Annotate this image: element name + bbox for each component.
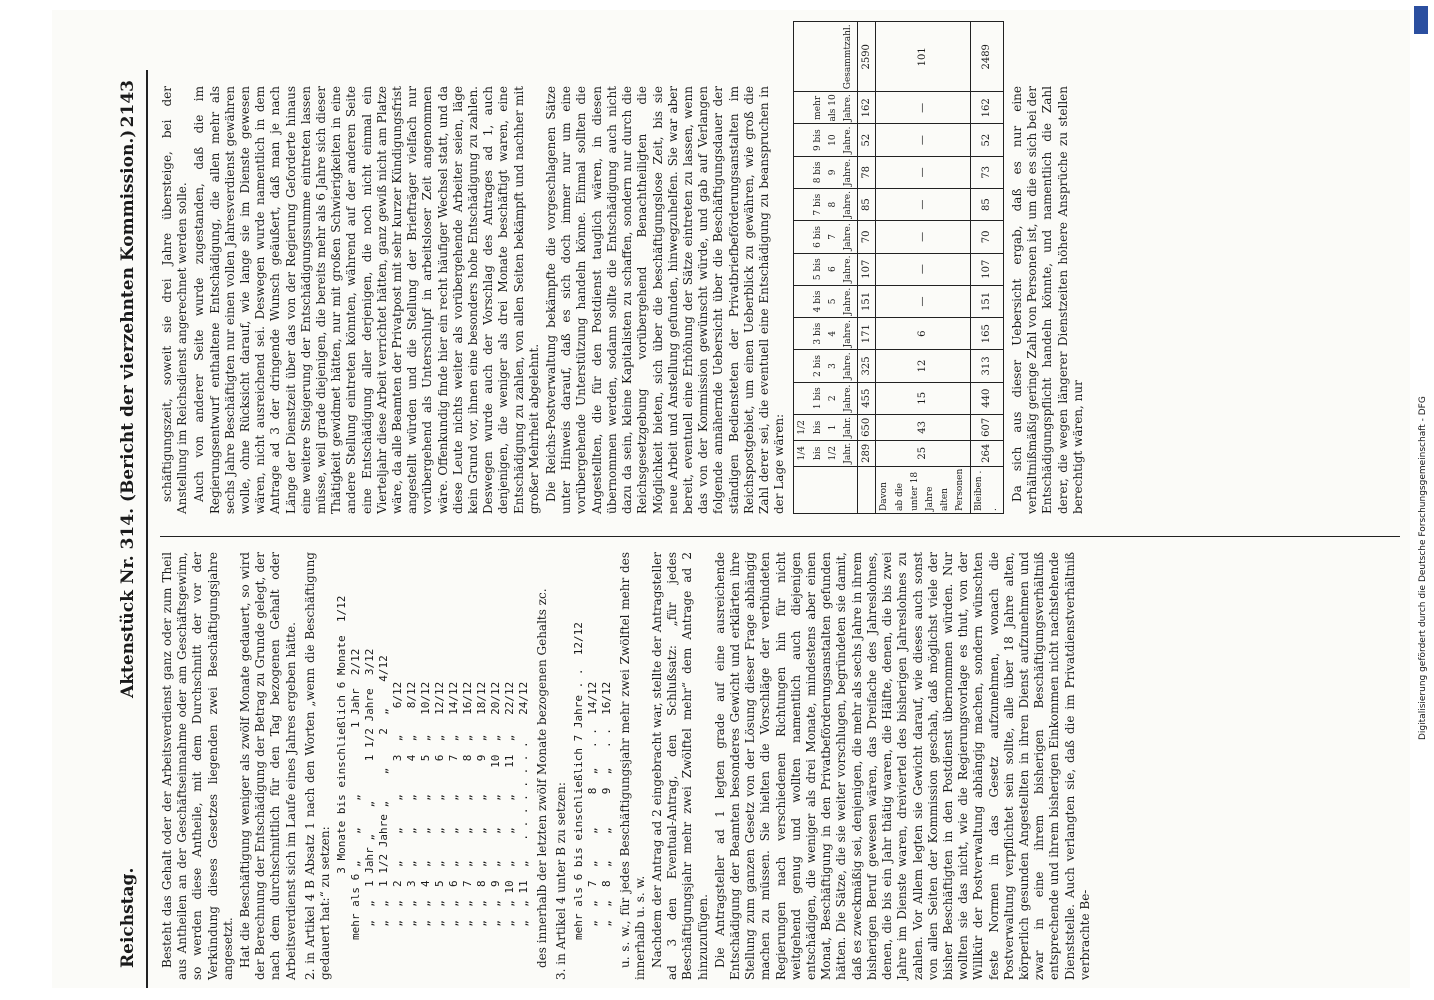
table-cell: 6 <box>876 318 970 350</box>
table-cell: 107 <box>858 253 876 285</box>
list-row: „ „ 9 „ „ „ 10 „ 20/12 <box>489 681 503 940</box>
column-divider <box>160 536 1400 537</box>
table-cell: 78 <box>858 156 876 188</box>
list-row: mehr als 6 „ „ „ 1 Jahr 2/12 <box>349 648 363 940</box>
list-row: „ „ 7 „ „ „ 8 „ 16/12 <box>461 681 475 940</box>
table-cell: 2489 <box>970 22 1003 92</box>
list-row: „ „ 5 „ „ „ 6 „ 12/12 <box>433 681 447 940</box>
scanned-page <box>52 10 1410 988</box>
table-cell: 650 <box>858 414 876 440</box>
digitization-credit <box>1418 40 1430 740</box>
rate-list-2 <box>335 552 531 940</box>
paragraph: Die Reichs-Postverwaltung bekämpfte die vorgeschlagenen Sätze unter Hinweis darauf, daß es sich doch immer nur um eine vorübergehende Unterstützung handeln könne. Einmal sollten die Angestellten, die für den Postdienst tauglich wären, in diesen übernommen werden, sodann sollte die Entschädigung auch nicht dazu da sein, kleine Kapitalisten zu schaffen, sondern nur durch die Reichsgesetzgebung vorübergehend Benachtheiligten die Möglichkeit bieten, sich über die beschäftigungslose Zeit, bis sie neue Arbeit und Anstellung gefunden, hinwegzuhelfen. Sie war aber bereit, eventuell eine Erhöhung der Sätze eintreten zu lassen, wenn das von der Kommission gewünscht würde, und gab auf Verlangen folgende annähernde Uebersicht über die Beschäftigungsdauer der ständigen Bediensteten der Privatbriefbeförderungsanstalten im Reichspostgebiet, um einen Ueberblick zu gewähren, wie groß die Zahl derer sei, die eventuell eine Entschädigung zu beanspruchen in der Lage wären: <box>544 86 787 514</box>
table-header-cell: 1 bis 2 Jahre. <box>794 382 858 414</box>
paragraph: u. s. w., für jedes Beschäftigungsjahr mehr zwei Zwölftel mehr des innerhalb u. s. w. <box>617 552 647 980</box>
table-cell <box>858 466 876 513</box>
paragraph: Nachdem der Antrag ad 2 eingebracht war, stellte der Antragsteller ad 3 den Eventual-Antrag, den Schlußsatz: „für jedes Beschäftigungsjahr mehr zwei Zwölftel mehr“ dem Antrage ad 2 hinzuzufügen. <box>650 552 710 980</box>
table-cell: — <box>876 92 970 124</box>
paragraph: Hat die Beschäftigung weniger als zwölf Monate gedauert, so wird der Berechnung der Entschädigung der Betrag zu Grunde gelegt, der nach dem durchschnittlich für den Tag bezogenen Gehalt oder Arbeitsverdienst sich im Laufe eines Jahres ergeben hätte. <box>238 552 298 980</box>
table-header-cell: 7 bis 8 Jahre. <box>794 189 858 221</box>
table-row <box>858 22 876 514</box>
list-row: „ „ 8 „ „ 9 „ . . 16/12 <box>599 681 613 940</box>
table-cell: Davon ab die unter 18 Jahre alten Personen <box>876 466 970 513</box>
list-row: 3 Monate bis einschließlich 6 Monate 1/12 <box>335 595 349 940</box>
table-cell: 2590 <box>858 22 876 92</box>
table-cell: 171 <box>858 318 876 350</box>
table-header-cell: 2 bis 3 Jahre. <box>794 350 858 382</box>
table-cell: 85 <box>858 189 876 221</box>
table-header-cell: 9 bis 10 Jahre. <box>794 124 858 156</box>
table-header-cell <box>794 466 858 513</box>
table-cell: 325 <box>858 350 876 382</box>
page-header <box>112 70 148 988</box>
left-column <box>160 552 1400 980</box>
paragraph: schäftigungszeit, soweit sie drei Jahre übersteige, bei der Anstellung im Reichsdienst angerechnet werden solle. <box>160 86 190 514</box>
table-header-cell: 8 bis 9 Jahre. <box>794 156 858 188</box>
header-title: Aktenstück Nr. 314. (Bericht der vierzehnten Kommission.) <box>118 129 138 698</box>
table-header-row <box>794 22 858 514</box>
table-cell: 313 <box>970 350 1003 382</box>
table-cell: — <box>876 189 970 221</box>
list-row: „ „ 8 „ „ „ 9 „ 18/12 <box>475 681 489 940</box>
table-cell: 440 <box>970 382 1003 414</box>
table-cell: 162 <box>858 92 876 124</box>
table-cell: — <box>876 124 970 156</box>
paragraph: Auch von anderer Seite wurde zugestanden, daß die im Regierungsentwurf enthaltene Entschädigung, die allen mehr als sechs Jahre Beschäftigten nur einen vollen Jahresverdienst gewähren wolle, ohne Rücksicht darauf, wie lange sie im Dienste gewesen wären, nicht ausreichend sei. Deswegen wurde namentlich in dem Antrage ad 3 der dringende Wunsch geäußert, daß man je nach Länge der Dienstzeit über das von der Regierung Geforderte hinaus eine weitere Steigerung der Entschädigungssumme eintreten lassen müsse, weil grade diejenigen, die bereits mehr als 6 Jahre sich dieser Thätigkeit gewidmet hätten, nur mit großen Schwierigkeiten in eine andere Stellung eintreten könnten, während auf der anderen Seite eine Entschädigung aller derjenigen, die noch nicht einmal ein Vierteljahr diese Arbeit verrichtet hätten, ganz gewiß nicht am Platze wäre, da alle Beamten der Privatpost mit sehr kurzer Kündigungsfrist angestellt würden und die Stellung der Briefträger vielfach nur vorübergehend als Unterschlupf in arbeitsloser Zeit angenommen wäre. Offenkundig finde hier ein recht häufiger Wechsel statt, und da diese Leute nichts weiter als vorübergehende Arbeiter seien, läge kein Grund vor, ihnen eine besonders hohe Entschädigung zu zahlen. Deswegen wurde auch der Vorschlag des Antrages ad 1, auch denjenigen, die weniger als drei Monate beschäftigt waren, eine Entschädigung zu zahlen, von allen Seiten bekämpft und nachher mit großer Mehrheit abgelehnt. <box>192 86 541 514</box>
table-cell: 52 <box>970 124 1003 156</box>
list-row: „ „ 2 „ „ „ 3 „ 6/12 <box>391 681 405 940</box>
table-cell: 101 <box>876 22 970 92</box>
list-row: „ „ 6 „ „ „ 7 „ 14/12 <box>447 681 461 940</box>
table-cell: 85 <box>970 189 1003 221</box>
table-cell: 151 <box>858 285 876 317</box>
table-cell: — <box>876 221 970 253</box>
header-left: Reichstag. <box>118 867 138 968</box>
employment-duration-table <box>793 21 1004 514</box>
list-row: „ „ 11 „ . . . . . . . . 24/12 <box>517 681 531 940</box>
list-row: „ „ 3 „ „ „ 4 „ 8/12 <box>405 681 419 940</box>
table-cell: 607 <box>970 414 1003 440</box>
rate-list-3 <box>572 552 614 940</box>
paragraph: Besteht das Gehalt oder der Arbeitsverdienst ganz oder zum Theil aus Antheilen an der Geschäftseinnahme oder am Geschäftsgewinn, so werden diese Antheile, mit dem Durchschnitt der vor der Verkündung dieses Gesetzes liegenden zwei Beschäftigungsjahre angesetzt. <box>160 552 235 980</box>
list-row: mehr als 6 bis einschließlich 7 Jahre . . 12/12 <box>571 622 585 940</box>
table-header-cell: 4 bis 5 Jahre. <box>794 285 858 317</box>
list-item-3: 3. in Artikel 4 unter B zu setzen: <box>554 782 569 980</box>
table-cell: 107 <box>970 253 1003 285</box>
table-header-cell: 6 bis 7 Jahre. <box>794 221 858 253</box>
paragraph: Die Antragsteller ad 1 legten grade auf eine ausreichende Entschädigung der Beamten besonderes Gewicht und erklärten ihre Stellung zum ganzen Gesetz von der Lösung dieser Frage abhängig machen zu müssen. Sie hielten die Vorschläge der verbündeten Regierungen nach verschiedenen Richtungen hin für nicht weitgehend genug und wollten namentlich auch diejenigen entschädigen, die weniger als drei Monate, mindestens aber einen Monat, Beschäftigung in den Privatbeförderungsanstalten gefunden hätten. Die Sätze, die sie weiter vorschlugen, begründeten sie damit, daß es zweckmäßig sei, denjenigen, die mehr als sechs Jahre in ihrem bisherigen Beruf gewesen wären, das Dreifache des Jahreslohnes, denen, die bis ein Jahr thätig waren, die Hälfte, denen, die bis zwei Jahre im Dienste waren, dreiviertel des bisherigen Jahreslohnes zu zahlen. Vor Allem legten sie Gewicht darauf, wie dieses auch sonst von allen Seiten der Kommission geschah, daß möglichst viele der bisher Beschäftigten in den Postdienst übernommen würden. Nur wollten sie das nicht, wie die Regierungsvorlage es thut, von der Willkür der Postverwaltung abhängig machen, sondern wünschten feste Normen in das Gesetz aufzunehmen, wonach die Postverwaltung verpflichtet sein sollte, alle über 18 Jahre alten, körperlich gesunden Angestellten in ihren Dienst aufzunehmen und zwar in eine ihrem bisherigen Beschäftigungsverhältniß entsprechende und ihrem bisherigen Einkommen nicht nachstehende Dienststelle. Auch verlangten sie, daß die im Privatdienstverhältniß verbrachte Be- <box>712 552 1092 980</box>
paragraph: des innerhalb der letzten zwölf Monate bezogenen Gehalts zc. <box>535 588 550 968</box>
table-cell: 264 <box>970 440 1003 466</box>
list-row: „ „ 4 „ „ „ 5 „ 10/12 <box>419 681 433 940</box>
right-column <box>160 24 1400 514</box>
table-cell: Bleiben . . <box>970 466 1003 513</box>
page-number: 2143 <box>118 80 138 128</box>
paragraph: Da sich aus dieser Uebersicht ergab, daß es nur eine verhältnißmäßig geringe Zahl von Personen ist, um die es sich bei der Entschädigungspflicht handeln könnte, und namentlich die Zahl derer, die wegen längerer Dienstzeiten höhere Ansprüche zu stellen berechtigt wären, nur <box>1009 86 1085 514</box>
table-header-cell: 3 bis 4 Jahre. <box>794 318 858 350</box>
table-header-cell: mehr als 10 Jahre. <box>794 92 858 124</box>
table-header-cell: 1/2 bis 1 Jahr. <box>794 414 858 440</box>
table-header-cell: Gesammtzahl. <box>794 22 858 92</box>
table-cell: — <box>876 156 970 188</box>
table-cell: 43 <box>876 414 970 440</box>
table-header-cell: 5 bis 6 Jahre. <box>794 253 858 285</box>
credit-text: Digitalisierung gefördert durch die Deutsche Forschungsgemeinschaft - DFG <box>1418 396 1428 740</box>
table-cell: 25 <box>876 440 970 466</box>
table-cell: 455 <box>858 382 876 414</box>
table-cell: 70 <box>858 221 876 253</box>
table-cell: 165 <box>970 318 1003 350</box>
table-cell: 73 <box>970 156 1003 188</box>
dfg-logo <box>1414 6 1428 34</box>
list-row: „ „ 10 „ „ „ 11 „ 22/12 <box>503 681 517 940</box>
table-row <box>876 22 970 514</box>
table-cell: 289 <box>858 440 876 466</box>
list-item-2: 2. in Artikel 4 B Absatz 1 nach den Worten „wenn die Beschäftigung gedauert hat:“ zu setzen: <box>302 552 333 980</box>
list-row: „ „ 1 1/2 Jahre „ „ 2 „ 4/12 <box>377 655 391 940</box>
table-cell: — <box>876 253 970 285</box>
table-cell: 12 <box>876 350 970 382</box>
rotated-page-content <box>112 24 1410 988</box>
table-cell: 15 <box>876 382 970 414</box>
table-cell: — <box>876 285 970 317</box>
table-row <box>970 22 1003 514</box>
table-header-cell: 1/4 bis 1/2 Jahr. <box>794 440 858 466</box>
table-cell: 70 <box>970 221 1003 253</box>
table-cell: 151 <box>970 285 1003 317</box>
table-cell: 52 <box>858 124 876 156</box>
list-row: „ „ 7 „ „ 8 „ . . 14/12 <box>585 681 599 940</box>
table-cell: 162 <box>970 92 1003 124</box>
list-row: „ „ 1 Jahr „ „ 1 1/2 Jahre 3/12 <box>363 648 377 940</box>
